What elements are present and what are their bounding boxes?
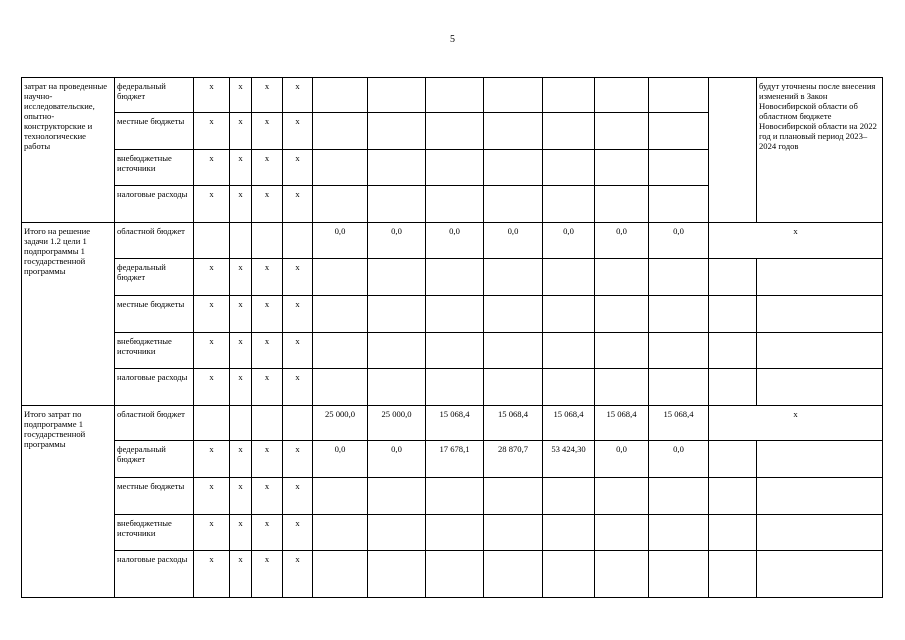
value-cell [595, 78, 649, 113]
value-cell [368, 186, 426, 223]
mark-cell: x [230, 150, 252, 186]
empty-cell [709, 515, 757, 551]
mark-cell: x [230, 259, 252, 296]
empty-cell [709, 478, 757, 515]
value-cell: 0,0 [313, 441, 368, 478]
mark-cell: x [252, 333, 283, 369]
table-row [22, 478, 883, 515]
empty-cell [757, 515, 883, 551]
mark-cell: x [252, 551, 283, 598]
mark-cell: x [252, 515, 283, 551]
mark-cell [252, 223, 283, 259]
mark-cell [230, 406, 252, 441]
value-cell: 28 870,7 [484, 441, 543, 478]
value-cell [649, 150, 709, 186]
mark-cell: x [230, 333, 252, 369]
mark-cell: x [194, 113, 230, 150]
value-cell [426, 515, 484, 551]
value-cell [649, 369, 709, 406]
value-cell [484, 515, 543, 551]
value-cell [313, 333, 368, 369]
value-cell [368, 259, 426, 296]
mark-cell: x [283, 441, 313, 478]
value-cell: 25 000,0 [368, 406, 426, 441]
mark-cell: x [194, 478, 230, 515]
empty-cell [757, 333, 883, 369]
value-cell [649, 259, 709, 296]
mark-cell: x [230, 515, 252, 551]
value-cell: 0,0 [426, 223, 484, 259]
mark-cell: x [283, 186, 313, 223]
empty-cell [709, 296, 757, 333]
table-row [22, 296, 883, 333]
value-cell [368, 113, 426, 150]
row-group-description: затрат на проведенные научно-исследовательские, опытно-конструкторские и технологические работы [22, 78, 115, 223]
mark-cell: x [283, 515, 313, 551]
mark-cell: x [283, 551, 313, 598]
value-cell [543, 296, 595, 333]
value-cell [484, 478, 543, 515]
note-cell: x [709, 223, 883, 259]
value-cell [368, 515, 426, 551]
value-cell [595, 186, 649, 223]
value-cell [543, 259, 595, 296]
value-cell [368, 369, 426, 406]
value-cell [368, 551, 426, 598]
funding-source: федеральный бюджет [115, 78, 194, 113]
value-cell [313, 259, 368, 296]
value-cell [649, 186, 709, 223]
empty-cell [757, 441, 883, 478]
value-cell [426, 259, 484, 296]
value-cell [543, 478, 595, 515]
mark-cell: x [283, 478, 313, 515]
value-cell: 15 068,4 [484, 406, 543, 441]
mark-cell: x [252, 296, 283, 333]
page-number: 5 [450, 34, 455, 45]
value-cell: 53 424,30 [543, 441, 595, 478]
empty-cell [757, 259, 883, 296]
value-cell [595, 369, 649, 406]
mark-cell [194, 223, 230, 259]
mark-cell: x [230, 478, 252, 515]
mark-cell: x [230, 551, 252, 598]
value-cell [313, 186, 368, 223]
value-cell [649, 296, 709, 333]
mark-cell [252, 406, 283, 441]
note-cell: будут уточнены после внесения изменений в Закон Новосибирской области об областном бюджете Новосибирской области на 2022 год и плановый период 2023–2024 годов [757, 78, 883, 223]
mark-cell: x [283, 113, 313, 150]
value-cell [426, 478, 484, 515]
value-cell [543, 113, 595, 150]
empty-cell [709, 333, 757, 369]
mark-cell: x [283, 259, 313, 296]
funding-source: внебюджетные источники [115, 150, 194, 186]
funding-source: федеральный бюджет [115, 259, 194, 296]
value-cell [649, 78, 709, 113]
empty-cell [709, 259, 757, 296]
table-row [22, 78, 883, 113]
value-cell [313, 515, 368, 551]
table-row [22, 441, 883, 478]
table-row [22, 223, 883, 259]
table-row [22, 551, 883, 598]
table-row [22, 333, 883, 369]
mark-cell: x [230, 78, 252, 113]
value-cell [484, 259, 543, 296]
value-cell [426, 78, 484, 113]
mark-cell [283, 223, 313, 259]
value-cell [543, 369, 595, 406]
mark-cell [283, 406, 313, 441]
value-cell [484, 551, 543, 598]
value-cell [484, 113, 543, 150]
value-cell [543, 78, 595, 113]
value-cell [595, 113, 649, 150]
row-group-description: Итого затрат по подпрограмме 1 государственной программы [22, 406, 115, 598]
value-cell [649, 478, 709, 515]
mark-cell [230, 223, 252, 259]
funding-source: налоговые расходы [115, 551, 194, 598]
empty-cell [709, 369, 757, 406]
empty-cell [709, 551, 757, 598]
mark-cell: x [252, 259, 283, 296]
value-cell [313, 296, 368, 333]
value-cell: 0,0 [368, 441, 426, 478]
value-cell [595, 296, 649, 333]
value-cell [426, 551, 484, 598]
mark-cell: x [194, 78, 230, 113]
value-cell: 0,0 [368, 223, 426, 259]
value-cell: 15 068,4 [543, 406, 595, 441]
value-cell: 25 000,0 [313, 406, 368, 441]
mark-cell: x [230, 296, 252, 333]
mark-cell: x [283, 333, 313, 369]
value-cell [484, 150, 543, 186]
mark-cell: x [283, 150, 313, 186]
value-cell [313, 478, 368, 515]
mark-cell: x [194, 441, 230, 478]
value-cell: 15 068,4 [426, 406, 484, 441]
value-cell [543, 333, 595, 369]
value-cell [649, 551, 709, 598]
note-cell: x [709, 406, 883, 441]
value-cell [595, 259, 649, 296]
value-cell [484, 296, 543, 333]
mark-cell: x [194, 515, 230, 551]
value-cell [595, 551, 649, 598]
value-cell [426, 113, 484, 150]
empty-cell [757, 478, 883, 515]
value-cell: 0,0 [595, 223, 649, 259]
value-cell [426, 333, 484, 369]
value-cell [313, 150, 368, 186]
mark-cell: x [194, 186, 230, 223]
mark-cell: x [230, 186, 252, 223]
value-cell [368, 150, 426, 186]
value-cell [313, 113, 368, 150]
mark-cell: x [252, 78, 283, 113]
value-cell [595, 515, 649, 551]
mark-cell: x [252, 186, 283, 223]
value-cell: 0,0 [543, 223, 595, 259]
value-cell [426, 186, 484, 223]
value-cell: 0,0 [595, 441, 649, 478]
mark-cell: x [194, 369, 230, 406]
value-cell [649, 113, 709, 150]
funding-source: федеральный бюджет [115, 441, 194, 478]
value-cell [649, 333, 709, 369]
value-cell: 15 068,4 [649, 406, 709, 441]
value-cell: 0,0 [649, 223, 709, 259]
empty-cell [757, 369, 883, 406]
value-cell: 15 068,4 [595, 406, 649, 441]
mark-cell: x [252, 478, 283, 515]
value-cell [543, 551, 595, 598]
empty-cell [709, 78, 757, 223]
value-cell [649, 515, 709, 551]
value-cell [484, 78, 543, 113]
mark-cell: x [194, 259, 230, 296]
value-cell [313, 551, 368, 598]
mark-cell: x [194, 333, 230, 369]
value-cell [368, 296, 426, 333]
funding-source: внебюджетные источники [115, 515, 194, 551]
funding-source: областной бюджет [115, 223, 194, 259]
value-cell [484, 333, 543, 369]
value-cell [368, 78, 426, 113]
value-cell [543, 186, 595, 223]
value-cell: 0,0 [313, 223, 368, 259]
value-cell: 17 678,1 [426, 441, 484, 478]
funding-source: областной бюджет [115, 406, 194, 441]
value-cell [543, 150, 595, 186]
value-cell [426, 150, 484, 186]
empty-cell [757, 296, 883, 333]
mark-cell: x [252, 369, 283, 406]
table-row [22, 369, 883, 406]
mark-cell: x [283, 78, 313, 113]
mark-cell [194, 406, 230, 441]
value-cell: 0,0 [484, 223, 543, 259]
empty-cell [709, 441, 757, 478]
funding-source: местные бюджеты [115, 478, 194, 515]
value-cell [484, 186, 543, 223]
mark-cell: x [252, 150, 283, 186]
value-cell [484, 369, 543, 406]
funding-source: налоговые расходы [115, 369, 194, 406]
mark-cell: x [230, 113, 252, 150]
row-group-description: Итого на решение задачи 1.2 цели 1 подпрограммы 1 государственной программы [22, 223, 115, 406]
mark-cell: x [283, 369, 313, 406]
value-cell [313, 78, 368, 113]
value-cell [313, 369, 368, 406]
table-row [22, 259, 883, 296]
value-cell [368, 333, 426, 369]
mark-cell: x [283, 296, 313, 333]
mark-cell: x [194, 296, 230, 333]
value-cell [595, 478, 649, 515]
value-cell [595, 333, 649, 369]
budget-table [21, 77, 883, 598]
funding-source: местные бюджеты [115, 113, 194, 150]
value-cell [368, 478, 426, 515]
funding-source: внебюджетные источники [115, 333, 194, 369]
table-row [22, 515, 883, 551]
mark-cell: x [194, 150, 230, 186]
value-cell: 0,0 [649, 441, 709, 478]
funding-source: местные бюджеты [115, 296, 194, 333]
mark-cell: x [194, 551, 230, 598]
mark-cell: x [252, 113, 283, 150]
mark-cell: x [230, 441, 252, 478]
funding-source: налоговые расходы [115, 186, 194, 223]
value-cell [426, 369, 484, 406]
table-row [22, 406, 883, 441]
mark-cell: x [230, 369, 252, 406]
empty-cell [757, 551, 883, 598]
mark-cell: x [252, 441, 283, 478]
value-cell [543, 515, 595, 551]
value-cell [426, 296, 484, 333]
table-body [22, 78, 883, 598]
value-cell [595, 150, 649, 186]
